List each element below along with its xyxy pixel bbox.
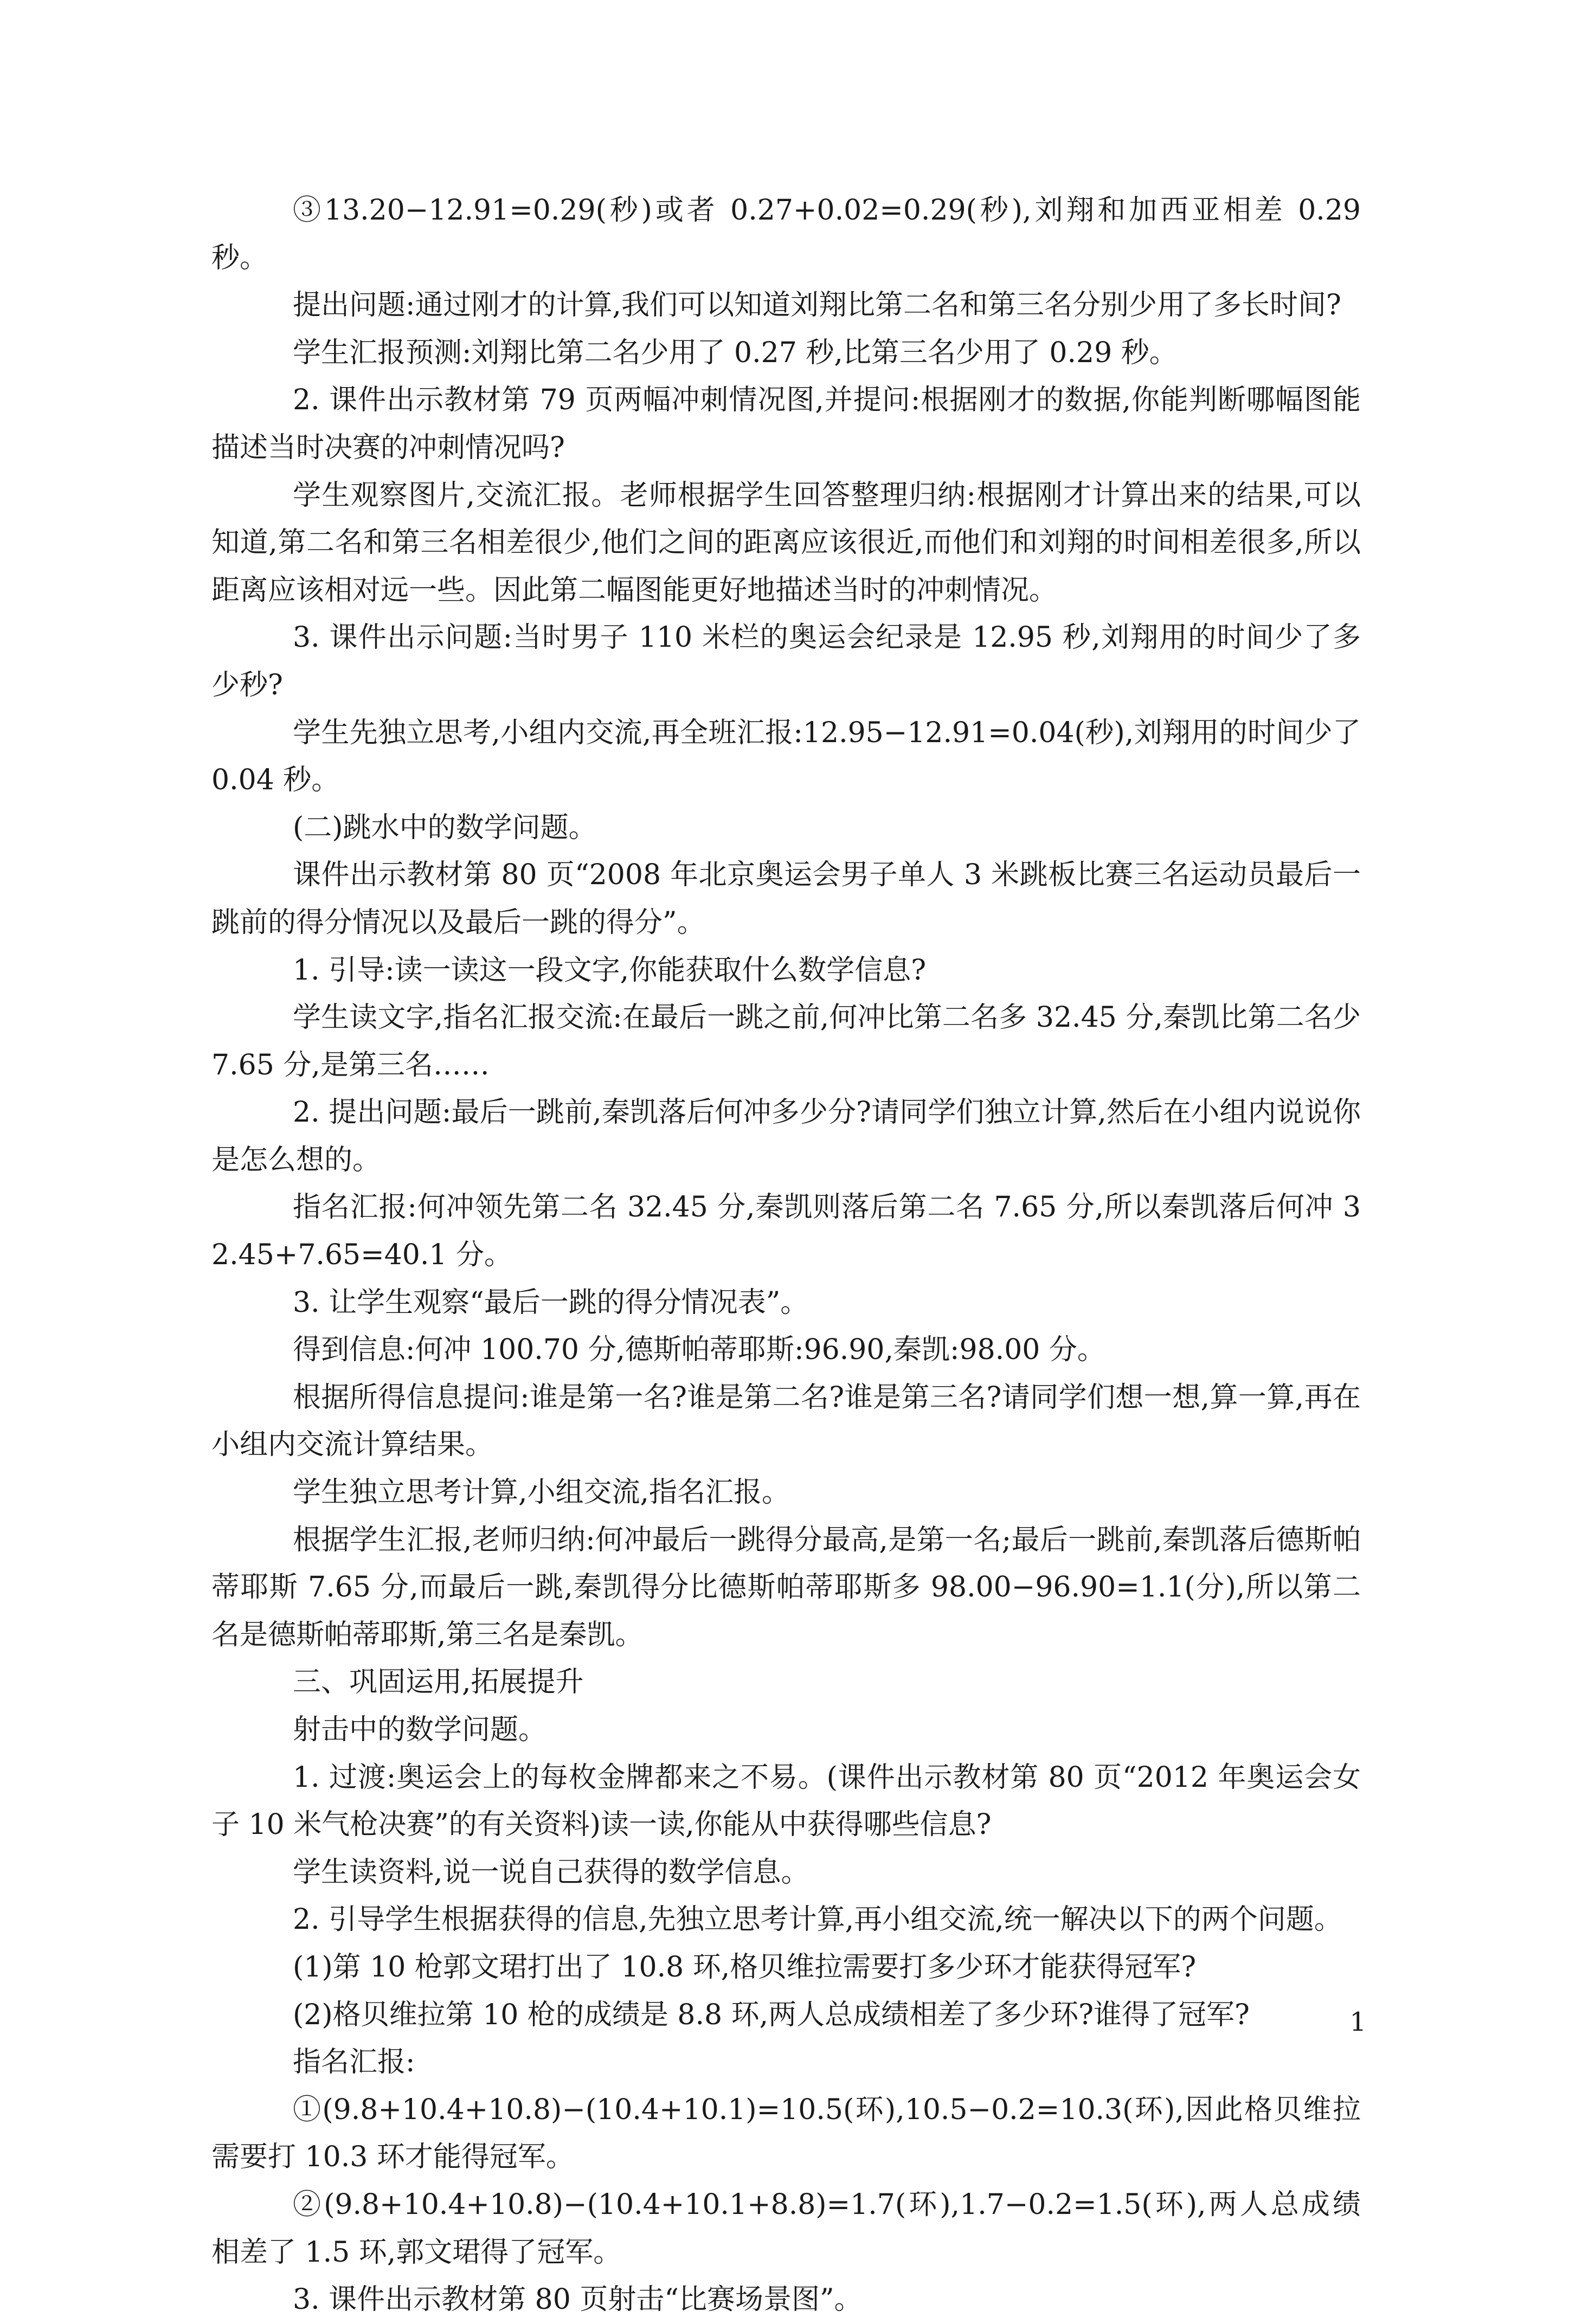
paragraph: 提出问题:通过刚才的计算,我们可以知道刘翔比第二名和第三名分别少用了多长时间? bbox=[293, 289, 1341, 322]
paragraph: 射击中的数学问题。 bbox=[293, 1714, 547, 1746]
page-number: 1 bbox=[1349, 2007, 1366, 2037]
paragraph: 学生汇报预测:刘翔比第二名少用了 0.27 秒,比第三名少用了 0.29 秒。 bbox=[293, 336, 1178, 369]
paragraph: 1. 过渡:奥运会上的每枚金牌都来之不易。(课件出示教材第 80 页“2012 年奥运会女子 10 米气枪决赛”的有关资料)读一读,你能从中获得哪些信息? bbox=[211, 1761, 1361, 1842]
paragraph: (2)格贝维拉第 10 枪的成绩是 8.8 环,两人总成绩相差了多少环?谁得了冠军? bbox=[293, 1998, 1250, 2031]
paragraph: ③13.20−12.91=0.29(秒)或者 0.27+0.02=0.29(秒),刘翔和加西亚相差 0.29 秒。 bbox=[211, 194, 1361, 274]
paragraph: 3. 课件出示问题:当时男子 110 米栏的奥运会纪录是 12.95 秒,刘翔用的时间少了多少秒? bbox=[211, 621, 1361, 701]
paragraph: 学生读文字,指名汇报交流:在最后一跳之前,何冲比第二名多 32.45 分,秦凯比第二名少 7.65 分,是第三名…… bbox=[211, 1001, 1361, 1081]
paragraph: 学生观察图片,交流汇报。老师根据学生回答整理归纳:根据刚才计算出来的结果,可以知道,第二名和第三名相差很少,他们之间的距离应该很近,而他们和刘翔的时间相差很多,所以距离应该相对远一些。因此第二幅图能更好地描述当时的冲刺情况。 bbox=[211, 479, 1361, 607]
document-body bbox=[211, 187, 1361, 2324]
paragraph: 学生读资料,说一说自己获得的数学信息。 bbox=[293, 1856, 809, 1889]
section-heading: (二)跳水中的数学问题。 bbox=[293, 811, 597, 844]
paragraph: ②(9.8+10.4+10.8)−(10.4+10.1+8.8)=1.7(环),1.7−0.2=1.5(环),两人总成绩相差了 1.5 环,郭文珺得了冠军。 bbox=[211, 2188, 1361, 2269]
paragraph: 得到信息:何冲 100.70 分,德斯帕蒂耶斯:96.90,秦凯:98.00 分。 bbox=[293, 1334, 1105, 1367]
paragraph: 2. 引导学生根据获得的信息,先独立思考计算,再小组交流,统一解决以下的两个问题。 bbox=[293, 1903, 1342, 1936]
paragraph: 课件出示教材第 80 页“2008 年北京奥运会男子单人 3 米跳板比赛三名运动员最后一跳前的得分情况以及最后一跳的得分”。 bbox=[211, 859, 1361, 939]
paragraph: 指名汇报: bbox=[293, 2046, 415, 2079]
paragraph: (1)第 10 枪郭文珺打出了 10.8 环,格贝维拉需要打多少环才能获得冠军? bbox=[293, 1950, 1197, 1984]
paragraph: 根据所得信息提问:谁是第一名?谁是第二名?谁是第三名?请同学们想一想,算一算,再在小组内交流计算结果。 bbox=[211, 1381, 1361, 1462]
paragraph: 指名汇报:何冲领先第二名 32.45 分,秦凯则落后第二名 7.65 分,所以秦凯落后何冲 32.45+7.65=40.1 分。 bbox=[211, 1191, 1361, 1272]
section-heading: 三、巩固运用,拓展提升 bbox=[293, 1666, 584, 1699]
paragraph: 3. 课件出示教材第 80 页射击“比赛场景图”。 bbox=[293, 2283, 863, 2316]
paragraph: 2. 课件出示教材第 79 页两幅冲刺情况图,并提问:根据刚才的数据,你能判断哪幅图能描述当时决赛的冲刺情况吗? bbox=[211, 384, 1361, 464]
paragraph: 学生先独立思考,小组内交流,再全班汇报:12.95−12.91=0.04(秒),刘翔用的时间少了 0.04 秒。 bbox=[211, 716, 1361, 797]
paragraph: ①(9.8+10.4+10.8)−(10.4+10.1)=10.5(环),10.5−0.2=10.3(环),因此格贝维拉需要打 10.3 环才能得冠军。 bbox=[211, 2093, 1361, 2174]
paragraph: 根据学生汇报,老师归纳:何冲最后一跳得分最高,是第一名;最后一跳前,秦凯落后德斯帕蒂耶斯 7.65 分,而最后一跳,秦凯得分比德斯帕蒂耶斯多 98.00−96.90=1.1(分),所以第二名是德斯帕蒂耶斯,第三名是秦凯。 bbox=[211, 1523, 1361, 1651]
paragraph: 3. 让学生观察“最后一跳的得分情况表”。 bbox=[293, 1286, 809, 1319]
paragraph: 学生独立思考计算,小组交流,指名汇报。 bbox=[293, 1476, 790, 1509]
paragraph: 2. 提出问题:最后一跳前,秦凯落后何冲多少分?请同学们独立计算,然后在小组内说说你是怎么想的。 bbox=[211, 1096, 1361, 1176]
paragraph: 1. 引导:读一读这一段文字,你能获取什么数学信息? bbox=[293, 954, 927, 987]
